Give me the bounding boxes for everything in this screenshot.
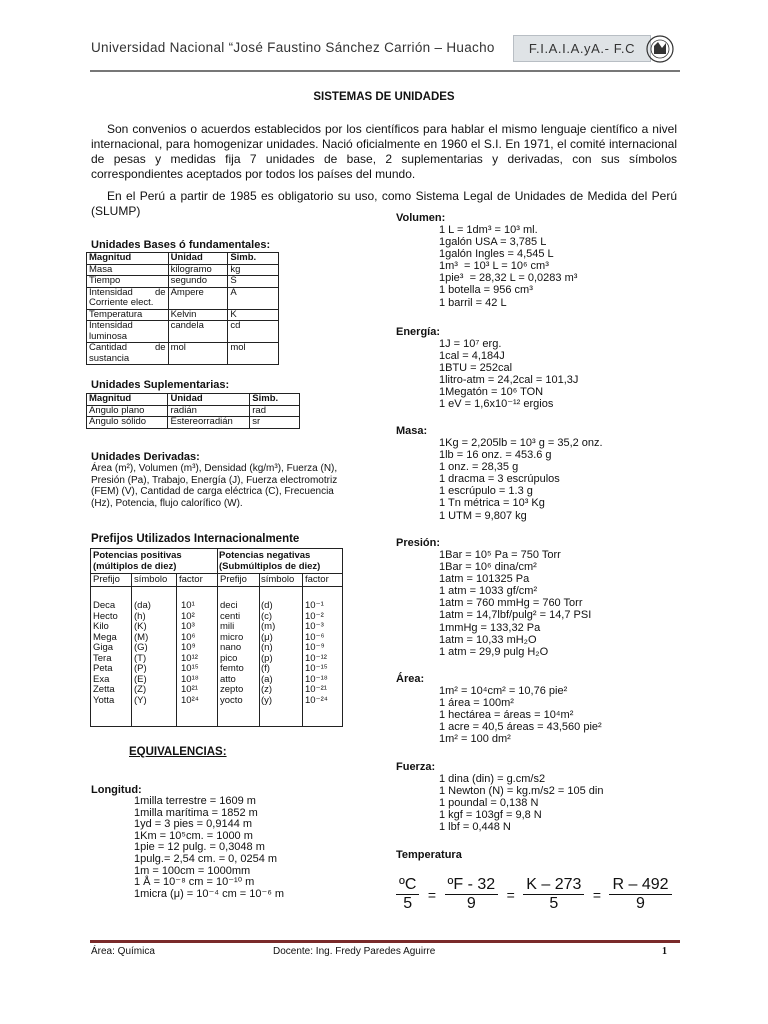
energia-lines: 1J = 10⁷ erg. 1cal = 4,184J 1BTU = 252cal 1litro-atm = 24,2cal = 101,3J 1Megatón = 10⁶ TON 1 eV = 1,6x10⁻¹² ergios [439, 338, 579, 411]
pos-factor-list [181, 601, 199, 706]
divider [131, 574, 132, 726]
numerator: ºC [396, 876, 419, 895]
factor-value: 10¹⁸ [181, 673, 199, 685]
table-cell: Angulo sólido [87, 417, 168, 429]
table-cell: A [228, 287, 279, 309]
supl-heading: Unidades Suplementarias: [91, 379, 230, 391]
factor-value: 10⁶ [181, 631, 196, 643]
table-cell: mol [168, 343, 228, 365]
fraction [523, 876, 584, 913]
supl-table [86, 393, 300, 429]
factor-value: 10⁻²⁴ [305, 694, 328, 706]
sub-header: símbolo [261, 574, 295, 585]
factor-value: 10⁹ [181, 642, 196, 653]
table-header: Magnitud [87, 394, 168, 406]
prefijos-heading: Prefijos Utilizados Internacionalmente [91, 533, 300, 545]
longitud-lines: 1milla terrestre = 1609 m 1milla marítima = 1852 m 1yd = 3 pies = 0,9144 m 1Km = 10⁵cm. = 1000 m 1pie = 12 pulg. = 0,3048 m 1pulg.= 2,54 cm. = 0, 0254 m 1m = 100cm = 1000mm 1 Å = 10⁻⁸ cm = 10⁻¹⁰ m 1micra (μ) = 10⁻⁴ cm = 10⁻⁶ m [134, 795, 285, 900]
sub-header: Prefijo [93, 574, 120, 585]
table-cell: mol [228, 343, 279, 365]
table-cell: kg [228, 264, 279, 276]
factor-value: 10⁻²¹ [305, 684, 327, 695]
table-header: Unidad [168, 253, 228, 265]
table-row [87, 309, 279, 321]
table-cell: Ampere [168, 287, 228, 309]
factor-value: 10²¹ [181, 684, 198, 695]
table-cell: S [228, 276, 279, 288]
footer-rule [90, 940, 680, 943]
sub-header: símbolo [134, 574, 168, 585]
derivadas-text: Área (m²), Volumen (m³), Densidad (kg/m³), Fuerza (N), Presión (Pa), Trabajo, Energía (J), Fuerza electromotriz (FEM) (V), Cantidad de carga eléctrica (C), Frecuencia (Hz), Potencia, flujo calorífico (W). [91, 463, 338, 509]
intro-paragraph-1: Son convenios o acuerdos establecidos por los científicos para hablar el mismo lenguaje científico a nivel internacional, para homogenizar unidades. Nació oficialmente en 1960 el S.I. En 1971, el comité internacional de pesas y medidas fija 7 unidades de base, 2 suplementarias y derivadas, con sus símbolos correspondientes aceptados por todos los países del mundo. [91, 122, 677, 181]
denominator: 5 [549, 895, 559, 912]
neg-head: Potencias negativas (Submúltiplos de diez) [219, 550, 321, 572]
factor-value: 10⁻³ [305, 621, 324, 632]
masa-heading: Masa: [396, 425, 428, 437]
area-lines: 1m² = 10⁴cm² = 10,76 pie² 1 área = 100m² 1 hectárea = áreas = 10⁴m² 1 acre = 40,5 áreas = 43,560 pie² 1m² = 100 dm² [439, 685, 602, 746]
numerator: R – 492 [609, 876, 671, 895]
sub-header: Prefijo [220, 574, 247, 585]
bases-table [86, 252, 279, 365]
table-header: Simb. [228, 253, 279, 265]
footer-area: Área: Química [91, 946, 155, 957]
table-row [87, 287, 279, 309]
fraction [445, 876, 499, 913]
factor-value: 10⁻¹ [305, 600, 324, 611]
factor-value: 10⁻⁹ [305, 642, 325, 653]
factor-value: 10⁻¹² [305, 652, 327, 664]
table-cell: Intensidad de Corriente elect. [87, 287, 169, 309]
table-header: Simb. [250, 394, 300, 406]
intro-paragraph-2: En el Perú a partir de 1985 es obligatorio su uso, como Sistema Legal de Unidades de Medida del Perú (SLUMP) [91, 189, 677, 218]
equals-sign: = [592, 886, 602, 903]
derivadas-heading: Unidades Derivadas: [91, 451, 200, 463]
presion-heading: Presión: [396, 537, 441, 549]
factor-value: 10⁻⁶ [305, 631, 325, 643]
table-row [87, 321, 279, 343]
table-cell: kilogramo [168, 264, 228, 276]
divider [176, 574, 177, 726]
prefijos-table [90, 548, 343, 727]
divider [91, 586, 342, 587]
page-title: SISTEMAS DE UNIDADES [313, 91, 455, 103]
neg-prefix-list: deci centi mili micro nano pico femto atto zepto yocto [220, 600, 244, 706]
fuerza-section [396, 761, 603, 833]
table-cell: rad [250, 405, 300, 417]
pos-prefix-list: Deca Hecto Kilo Mega Giga Tera Peta Exa Zetta Yotta [93, 600, 118, 706]
table-cell: Kelvin [168, 309, 228, 321]
fraction [609, 876, 671, 913]
factor-value: 10¹ [181, 600, 195, 611]
sub-header: factor [179, 574, 203, 585]
table-cell: sr [250, 417, 300, 429]
area-heading: Área: [396, 673, 425, 685]
table-cell: Cantidad de sustancia [87, 343, 169, 365]
header-rule [90, 70, 680, 72]
fraction [396, 876, 419, 913]
volumen-heading: Volumen: [396, 212, 446, 224]
table-cell: Masa [87, 264, 169, 276]
equals-sign: = [427, 886, 437, 903]
table-cell: radián [168, 405, 250, 417]
footer-docente: Docente: Ing. Fredy Paredes Aguirre [273, 946, 436, 957]
temperatura-section [396, 849, 462, 861]
numerator: ºF - 32 [445, 876, 499, 895]
fuerza-heading: Fuerza: [396, 761, 436, 773]
factor-value: 10¹² [181, 652, 198, 664]
fuerza-lines: 1 dina (din) = g.cm/s2 1 Newton (N) = kg.m/s2 = 105 din 1 poundal = 0,138 N 1 kgf = 103gf = 9,8 N 1 lbf = 0,448 N [439, 773, 604, 834]
presion-section [396, 537, 591, 658]
volumen-section [396, 212, 577, 309]
neg-factor-list [305, 601, 328, 706]
table-header: Magnitud [87, 253, 169, 265]
divider [302, 574, 303, 726]
table-row [87, 417, 300, 429]
university-seal-icon [646, 26, 674, 72]
table-cell: candela [168, 321, 228, 343]
table-row [87, 276, 279, 288]
factor-value: 10¹⁵ [181, 663, 199, 674]
denominator: 9 [466, 895, 476, 912]
masa-lines: 1Kg = 2,205lb = 10³ g = 35,2 onz. 1lb = 16 onz. = 453.6 g 1 onz. = 28,35 g 1 dracma = 3 escrúpulos 1 escrúpulo = 1.3 g 1 Tn métrica = 10³ Kg 1 UTM = 9,807 kg [439, 437, 603, 522]
longitud-heading: Longitud: [91, 784, 142, 796]
sub-header: factor [305, 574, 329, 585]
table-header: Unidad [168, 394, 250, 406]
masa-section [396, 425, 603, 522]
energia-section [396, 326, 578, 411]
header-faculty-box: F.I.A.I.A.yA.- F.C [513, 35, 651, 62]
denominator: 9 [636, 895, 645, 912]
factor-value: 10⁻² [305, 610, 324, 622]
equivalencias-heading: EQUIVALENCIAS: [129, 746, 227, 758]
factor-value: 10³ [181, 621, 195, 632]
divider [259, 574, 260, 726]
table-cell: K [228, 309, 279, 321]
table-cell: Tiempo [87, 276, 169, 288]
equals-sign: = [506, 886, 515, 903]
factor-value: 10² [181, 610, 195, 622]
table-row [87, 343, 279, 365]
header-university: Universidad Nacional “José Faustino Sánchez Carrión – Huacho [91, 40, 495, 55]
table-row [87, 264, 279, 276]
factor-value: 10⁻¹⁸ [305, 673, 328, 685]
divider [217, 549, 218, 726]
area-section [396, 673, 602, 745]
factor-value: 10²⁴ [181, 694, 199, 706]
presion-lines: 1Bar = 10⁵ Pa = 750 Torr 1Bar = 10⁶ dina/cm² 1atm = 101325 Pa 1 atm = 1033 gf/cm² 1atm = 760 mmHg = 760 Torr 1atm = 14,7lbf/pulg² = 14,7 PSI 1mmHg = 133,32 Pa 1atm = 10,33 mH₂O 1 atm = 29,9 pulg H₂O [439, 549, 592, 658]
bases-heading: Unidades Bases ó fundamentales: [91, 239, 271, 251]
table-row [87, 405, 300, 417]
volumen-lines: 1 L = 1dm³ = 10³ ml. 1galón USA = 3,785 L 1galón Ingles = 4,545 L 1m³ = 10³ L = 10⁶ cm³ 1pie³ = 28,32 L = 0,0283 m³ 1 botella = 956 cm³ 1 barril = 42 L [439, 224, 578, 309]
numerator: K – 273 [523, 876, 584, 895]
table-cell: Estereorradián [168, 417, 250, 429]
energia-heading: Energía: [396, 326, 441, 338]
table-cell: Intensidad luminosa [87, 321, 169, 343]
pos-symbol-list: (da) (h) (K) (M) (G) (T) (P) (E) (Z) (Y) [134, 600, 151, 706]
factor-value: 10⁻¹⁵ [305, 663, 328, 674]
longitud-section [91, 784, 284, 900]
neg-symbol-list: (d) (c) (m) (μ) (n) (p) (f) (a) (z) (y) [261, 600, 276, 706]
temperature-formula [396, 876, 672, 913]
denominator: 5 [403, 895, 413, 912]
table-cell: segundo [168, 276, 228, 288]
table-cell: Temperatura [87, 309, 169, 321]
table-cell: cd [228, 321, 279, 343]
pos-head: Potencias positivas (múltiplos de diez) [93, 550, 182, 572]
table-cell: Angulo plano [87, 405, 168, 417]
page-number: 1 [662, 946, 667, 957]
temperatura-heading: Temperatura [396, 849, 462, 861]
